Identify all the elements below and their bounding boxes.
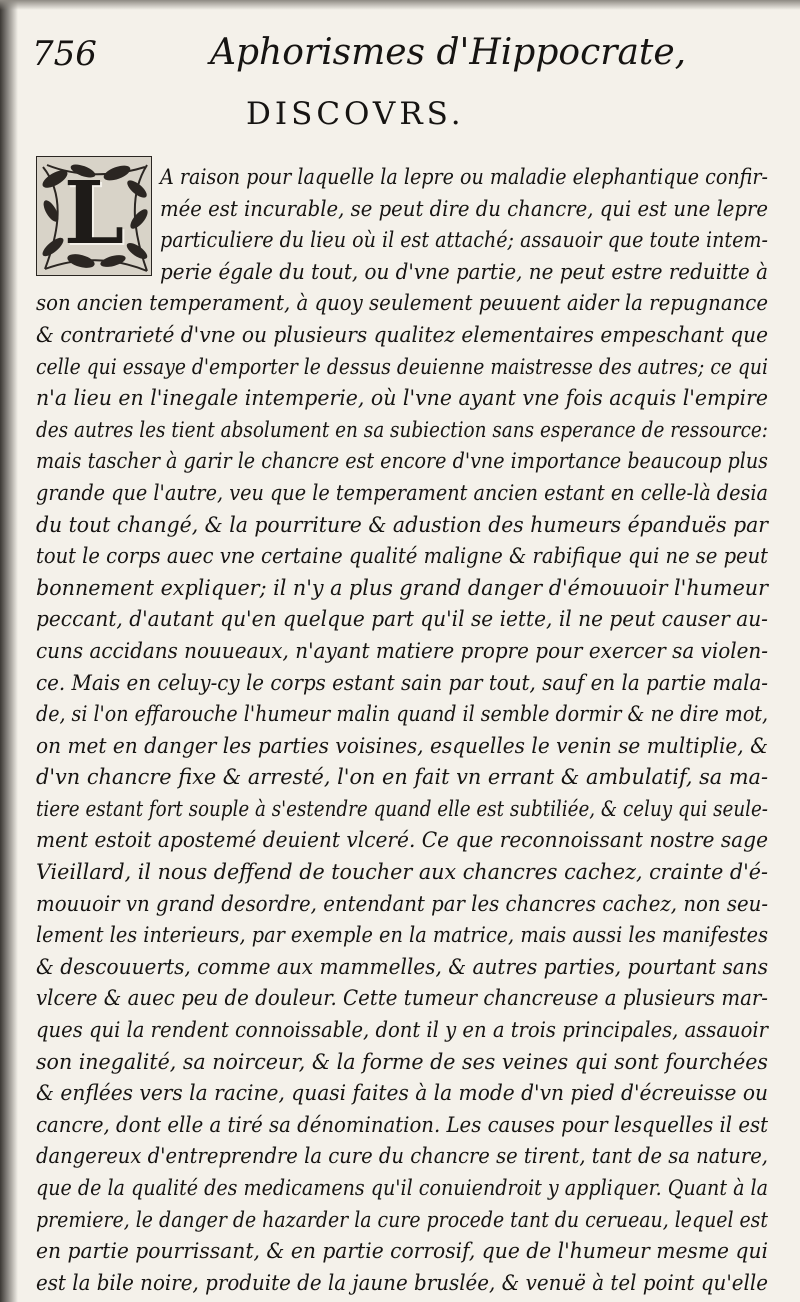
text-line [36, 162, 768, 194]
text-line-content: mouuoir vn grand desordre, entendant par les chancres cachez, non seu- [36, 891, 768, 916]
text-line [36, 731, 768, 763]
text-line-content: mais tascher à garir le chancre est encore d'vne importance beaucoup plus [36, 449, 768, 474]
text-line-content: cuns accidans nouueaux, n'ayant matiere propre pour exercer sa violen- [36, 638, 768, 663]
text-line-content: cancre, dont elle a tiré sa dénomination. Les causes pour lesquelles il est [36, 1112, 768, 1137]
text-line [36, 889, 768, 921]
text-line [36, 510, 768, 542]
text-line-content: des autres les tient absolument en sa subiection sans esperance de ressource: [36, 417, 768, 442]
text-line [36, 446, 768, 478]
text-line [36, 383, 768, 415]
text-line [36, 920, 768, 952]
page-header [32, 24, 772, 80]
text-line-content: & enflées vers la racine, quasi faites à la mode d'vn pied d'écreuisse ou [36, 1081, 768, 1106]
text-line-content: on met en danger les parties voisines, esquelles le venin se multiplie, & [36, 733, 768, 758]
text-line-content: particuliere du lieu où il est attaché; assauoir que toute intem- [160, 228, 768, 253]
running-title: Aphorismes d'Hippocrate, [210, 32, 687, 73]
text-line-content: celle qui essaye d'emporter le dessus deuienne maistresse des autres; ce qui [36, 354, 768, 379]
text-line-content: bonnement expliquer; il n'y a plus grand danger d'émouuoir l'humeur [36, 575, 768, 600]
text-line-content: d'vn chancre fixe & arresté, l'on en fait vn errant & ambulatif, sa ma- [36, 765, 768, 790]
text-line [36, 573, 768, 605]
text-line [36, 1110, 768, 1142]
text-line [36, 1078, 768, 1110]
text-line [36, 762, 768, 794]
text-line [36, 415, 768, 447]
text-line [36, 1015, 768, 1047]
text-line [36, 1236, 768, 1268]
text-line [36, 225, 768, 257]
text-line-content: que de la qualité des medicamens qu'il conuiendroit y appliquer. Quant à la [36, 1176, 768, 1200]
text-line-content: ce. Mais en celuy-cy le corps estant sain par tout, sauf en la partie mala- [36, 670, 768, 695]
text-line-content: ques qui la rendent connoissable, dont il y en a trois principales, assauoir [36, 1018, 768, 1043]
text-line-content: son ancien temperament, à quoy seulement peuuent aider la repugnance [36, 291, 768, 316]
text-line-content: tout le corps auec vne certaine qualité maligne & rabifique qui ne se peut [36, 544, 768, 569]
text-line [36, 983, 768, 1015]
text-line-content: & contrarieté d'vne ou plusieurs qualitez elementaires empeschant que [36, 322, 768, 347]
page-shadow-top [0, 0, 800, 10]
text-line-content: vlcere & auec peu de douleur. Cette tumeur chancreuse a plusieurs mar- [36, 986, 768, 1011]
page-shadow-left [0, 0, 18, 1302]
text-line-content: peccant, d'autant qu'en quelque part qu'il se iette, il ne peut causer au- [36, 607, 768, 632]
text-line-content: son inegalité, sa noirceur, & la forme de ses veines qui sont fourchées [36, 1049, 768, 1074]
text-line-content: de, si l'on effarouche l'humeur malin quand il semble dormir & ne dire mot, [36, 702, 768, 727]
text-line [36, 478, 768, 510]
text-line-content: est la bile noire, produite de la jaune bruslée, & venuë à tel point qu'elle [36, 1270, 768, 1295]
text-line [36, 1205, 768, 1237]
text-line-content: ment estoit apostemé deuient vlceré. Ce que reconnoissant nostre sage [36, 828, 768, 853]
text-line [36, 541, 768, 573]
text-line [36, 825, 768, 857]
text-line [36, 1141, 768, 1173]
text-line-content: tiere estant fort souple à s'estendre quand elle est subtiliée, & celuy qui seule- [36, 796, 768, 821]
text-line-content: premiere, le danger de hazarder la cure procede tant du cerueau, lequel est [36, 1207, 768, 1232]
text-line [36, 257, 768, 289]
dropcap-letter: L [63, 163, 125, 264]
text-line-content: mée est incurable, se peut dire du chancre, qui est une lepre [160, 196, 768, 221]
text-line-content: du tout changé, & la pourriture & adustion des humeurs épanduës par [36, 512, 768, 537]
text-line-content: dangereux d'entreprendre la cure du chancre se tirent, tant de sa nature, [36, 1144, 768, 1169]
text-line [36, 794, 768, 826]
text-line [36, 320, 768, 352]
text-line [36, 636, 768, 668]
text-line [36, 857, 768, 889]
text-line-content: grande que l'autre, veu que le temperament ancien estant en celle-là desia [36, 480, 768, 505]
text-line-content: n'a lieu en l'inegale intemperie, où l'vne ayant vne fois acquis l'empire [36, 386, 768, 411]
text-line [36, 352, 768, 384]
page-number: 756 [32, 34, 97, 74]
text-line [36, 699, 768, 731]
body-text [36, 162, 768, 1299]
text-line-content: lement les interieurs, par exemple en la matrice, mais aussi les manifestes [36, 923, 768, 948]
text-line-content: Vieillard, il nous deffend de toucher aux chancres cachez, crainte d'é- [36, 860, 768, 885]
text-line [36, 1268, 768, 1300]
text-line [36, 1047, 768, 1079]
section-title: DISCOVRS. [246, 96, 465, 132]
text-line [36, 604, 768, 636]
text-line [36, 288, 768, 320]
text-line [36, 668, 768, 700]
text-line-content: en partie pourrissant, & en partie corrosif, que de l'humeur mesme qui [36, 1239, 768, 1264]
text-line [36, 194, 768, 226]
text-line-content: A raison pour laquelle la lepre ou maladie elephantique confir- [160, 165, 768, 189]
text-line [36, 1173, 768, 1205]
text-line-content: & descouuerts, comme aux mammelles, & autres parties, pourtant sans [36, 954, 768, 979]
text-line-content: perie égale du tout, ou d'vne partie, ne peut estre reduitte à [160, 259, 768, 284]
text-line [36, 952, 768, 984]
